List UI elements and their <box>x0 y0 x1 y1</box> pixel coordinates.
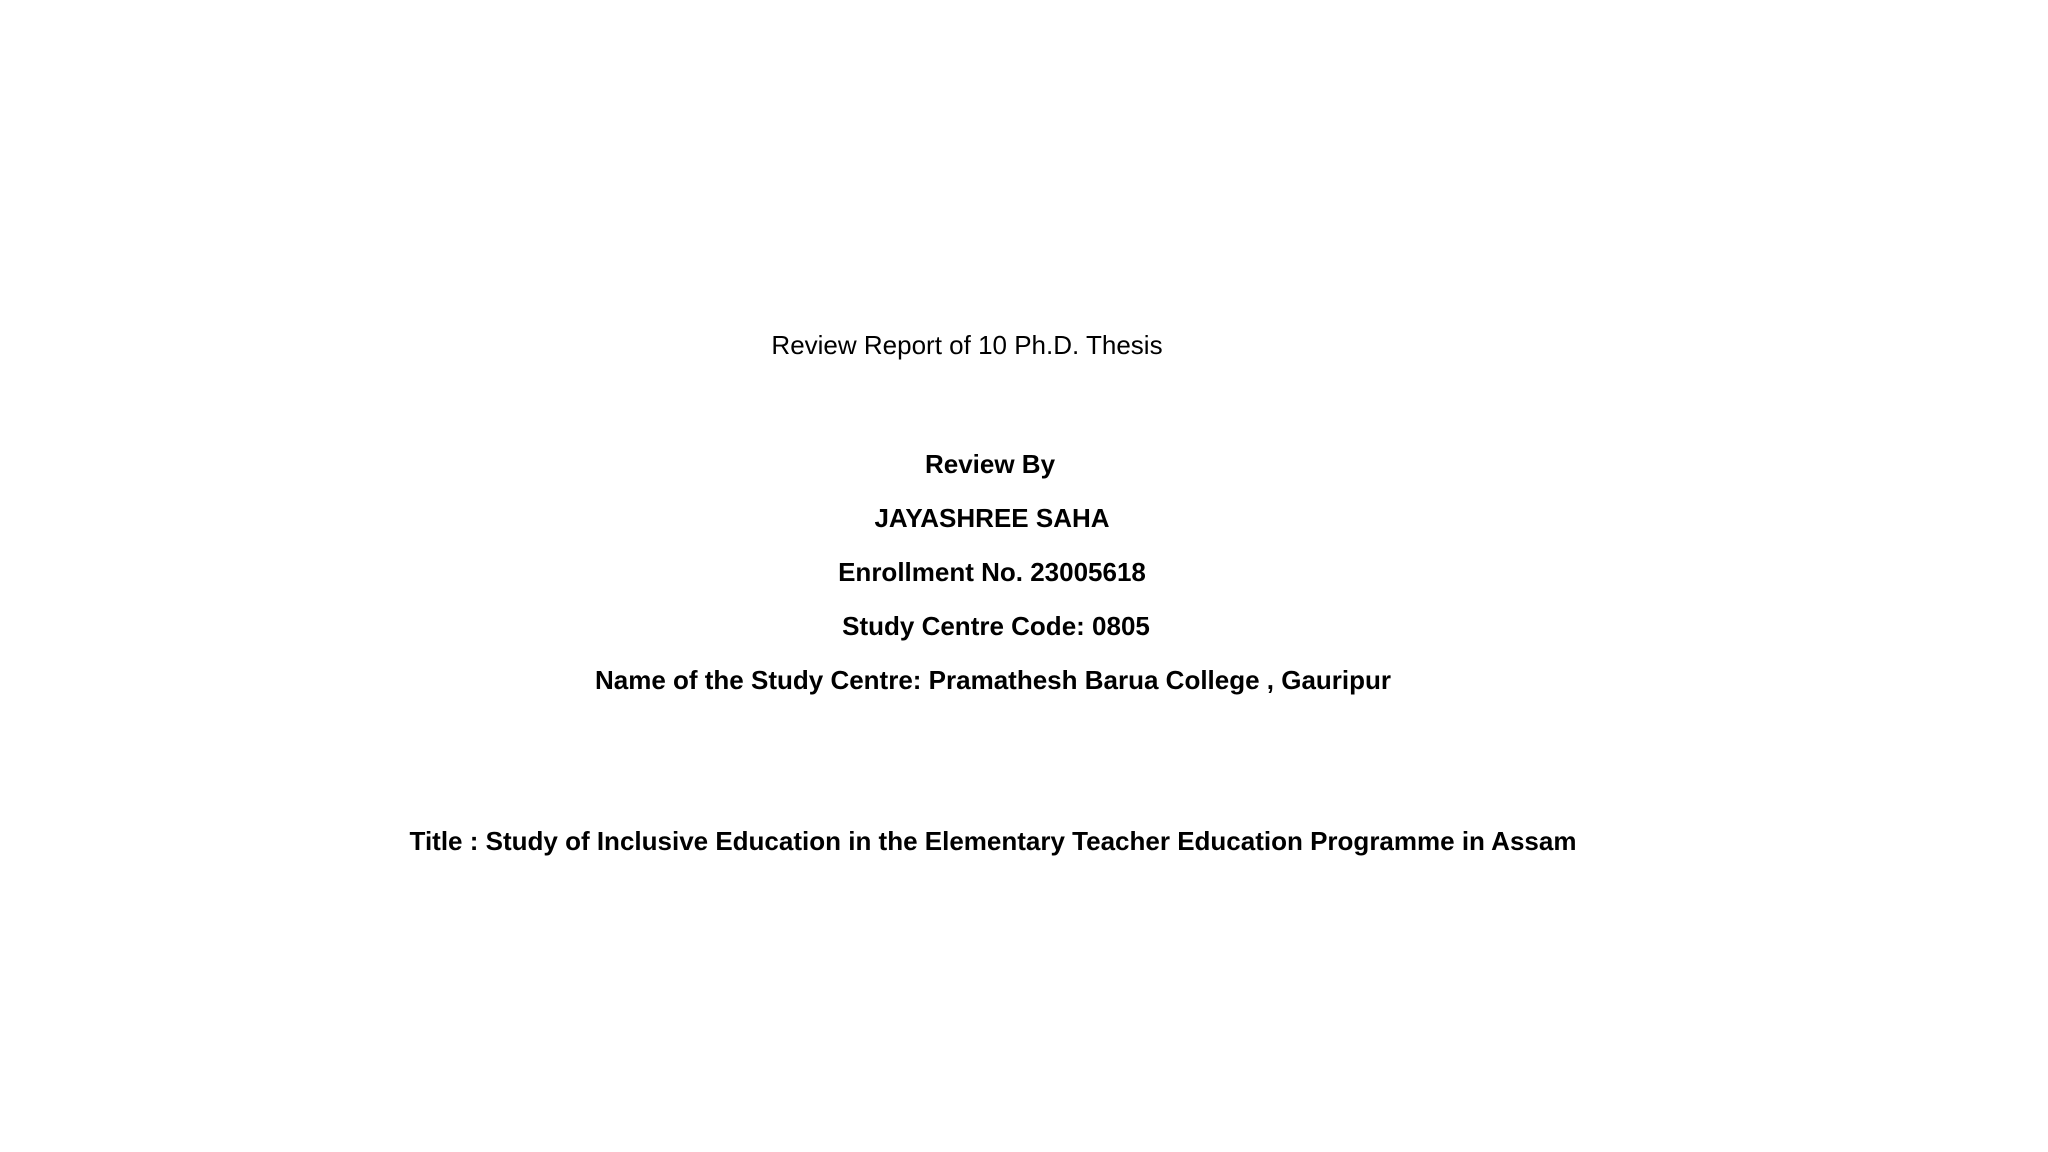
study-centre-code: Study Centre Code: 0805 <box>842 611 1150 641</box>
review-by-label: Review By <box>924 449 1056 479</box>
report-title: Review Report of 10 Ph.D. Thesis <box>771 330 1163 360</box>
reviewer-name: JAYASHREE SAHA <box>874 503 1110 533</box>
thesis-title: Title : Study of Inclusive Education in the Elementary Teacher Education Programme in Assam <box>409 826 1577 856</box>
enrollment-number: Enrollment No. 23005618 <box>838 557 1146 587</box>
study-centre-name: Name of the Study Centre: Pramathesh Barua College , Gauripur <box>594 665 1392 695</box>
